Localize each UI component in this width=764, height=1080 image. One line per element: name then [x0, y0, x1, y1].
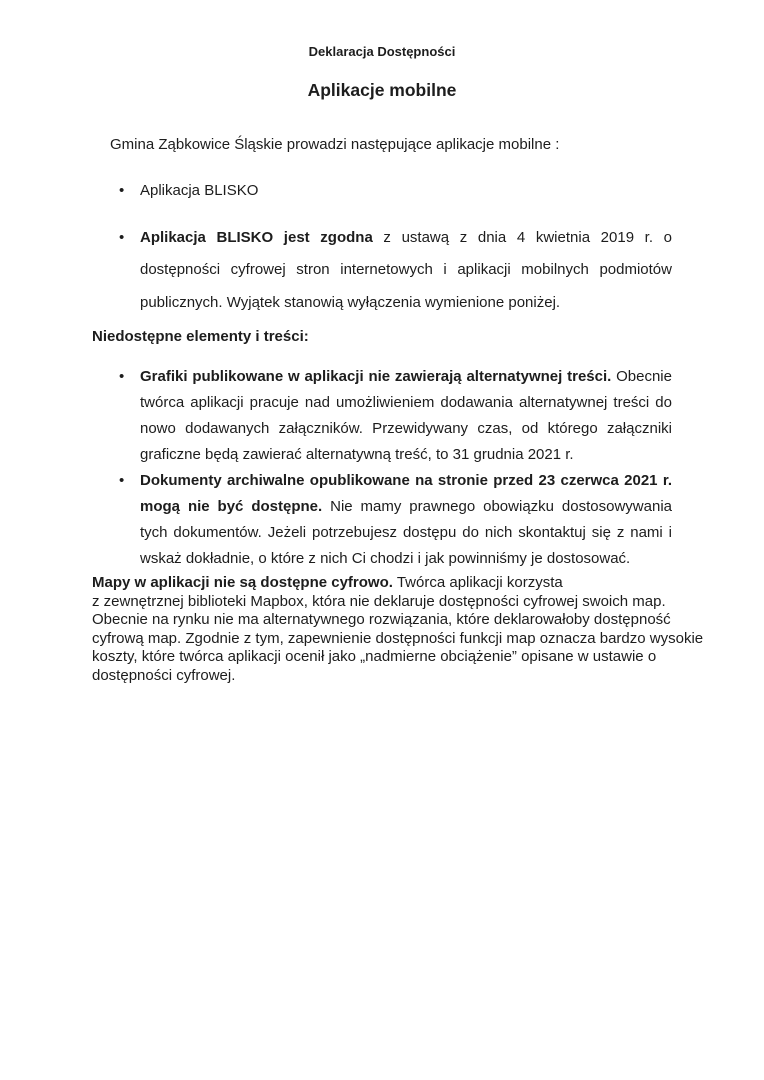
text-run-bold: Mapy w aplikacji nie są dostępne cyfrowo.: [92, 574, 393, 591]
text-run: Twórca aplikacji korzysta: [392, 574, 563, 591]
intro-paragraph: [92, 135, 672, 155]
document-title: Aplikacje mobilne: [307, 80, 457, 100]
bullet-zgodnosc-text: [140, 222, 672, 320]
mapy-paragraph-line: [92, 667, 672, 686]
text-run: koszty, które twórca aplikacji ocenił jako „nadmierne obciążenie” opisane w ustawie o: [92, 648, 657, 665]
mapy-paragraph: [92, 574, 704, 685]
mapy-paragraph-line: [92, 648, 672, 667]
text-run: z ustawą z dnia 4 kwietnia 2019 r. o dostępności cyfrowej stron internetowych i aplikacji mobilnych podmiotów publicznych. Wyjątek stanowią wyłączenia wymienione poniżej.: [140, 228, 672, 311]
bullet-marker-icon: •: [119, 368, 125, 385]
bullet-marker-icon: •: [119, 182, 125, 199]
mapy-paragraph-line: [92, 611, 672, 630]
bullet-marker-icon: •: [119, 228, 125, 246]
bullet-grafiki-text: [140, 364, 672, 468]
text-run: Gmina Ząbkowice Śląskie prowadzi następujące aplikacje mobilne :: [110, 136, 560, 153]
bullet-dokumenty: [92, 468, 672, 572]
bullet-dokumenty-text: [140, 468, 672, 572]
text-run: dostępności cyfrowej.: [92, 666, 236, 684]
mapy-paragraph-line: [92, 574, 672, 593]
mapy-paragraph-line: [92, 593, 672, 612]
mapy-paragraph-line: [92, 629, 704, 649]
section-heading: [92, 327, 672, 347]
text-run: Aplikacja BLISKO: [140, 182, 259, 199]
text-run: Obecnie na rynku nie ma alternatywnego rozwiązania, które deklarowałoby dostępność: [92, 611, 671, 628]
text-run-bold: Aplikacja BLISKO jest zgodna: [140, 228, 373, 246]
text-run-bold: Dokumenty archiwalne opublikowane na stronie przed 23 czerwca 2021 r. mogą nie być dostępne.: [140, 472, 672, 515]
bullet-zgodnosc: [92, 222, 672, 320]
text-run: Nie mamy prawnego obowiązku dostosowywania tych dokumentów. Jeżeli potrzebujesz dostępu do nich skontaktuj się z nami i wskaż dokładnie, o które z nich Ci chodzi i jak powinniśmy je dostosować.: [140, 498, 672, 567]
bullet-aplikacja-blisko-text: [140, 175, 672, 208]
bullet-marker-icon: •: [119, 472, 125, 489]
text-run-bold: Grafiki publikowane w aplikacji nie zawierają alternatywnej treści.: [140, 368, 612, 385]
text-run-bold: Niedostępne elementy i treści:: [92, 328, 309, 345]
document-kicker: Deklaracja Dostępności: [308, 44, 456, 59]
text-run: z zewnętrznej biblioteki Mapbox, która nie deklaruje dostępności cyfrowej swoich map.: [92, 592, 666, 610]
section-heading-text: [92, 327, 672, 347]
bullet-aplikacja-blisko: [92, 175, 672, 208]
intro-paragraph-text: [110, 135, 672, 155]
text-run: Obecnie twórca aplikacji pracuje nad umożliwieniem dodawania alternatywnej treści do nowo dodawanych załączników. Przewidywany czas, od którego załączniki graficzne będą zawierać alternatywną treść, to 31 grudnia 2021 r.: [140, 368, 672, 463]
text-run: cyfrową map. Zgodnie z tym, zapewnienie dostępności funkcji map oznacza bardzo wysokie: [92, 629, 704, 647]
bullet-grafiki: [92, 364, 672, 468]
document-blocks: [92, 135, 704, 685]
